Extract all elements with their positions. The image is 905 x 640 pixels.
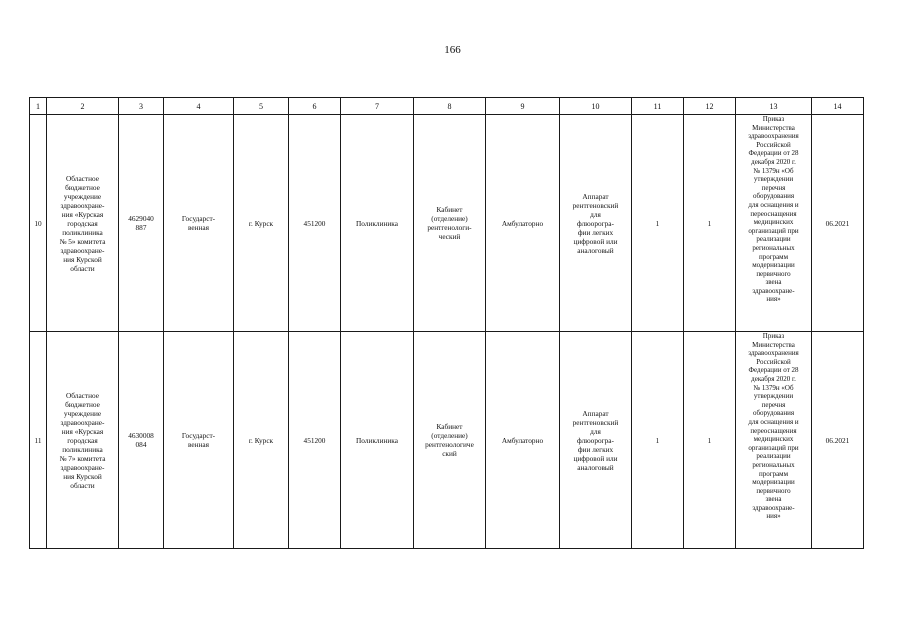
institution-cell: Областное бюджетное учреждение здравоохране- ния «Курская городская поликлиника № 5» комитета здравоохране- ния Курской области [47,115,119,332]
postcode-cell: 451200 [289,332,341,549]
quantity-cell: 1 [632,115,684,332]
facility-type-cell: Поликлиника [341,115,414,332]
column-header: 9 [486,98,560,115]
city-cell: г. Курск [234,115,289,332]
quantity-cell: 1 [632,332,684,549]
row-number-cell: 10 [30,115,47,332]
department-cell: Кабинет (отделение) рентгенологиче ский [414,332,486,549]
ownership-cell: Государст- венная [164,332,234,549]
quantity-cell: 1 [684,115,736,332]
column-header: 2 [47,98,119,115]
column-header: 3 [119,98,164,115]
institution-cell: Областное бюджетное учреждение здравоохране- ния «Курская городская поликлиника № 7» комитета здравоохране- ния Курской области [47,332,119,549]
column-header: 8 [414,98,486,115]
column-header: 5 [234,98,289,115]
legal-basis-cell: Приказ Министерства здравоохранения Российской Федерации от 28 декабря 2020 г. № 1379н «Об утверждении перечня оборудования для оснащения и переоснащения медицинских организаций при реализации региональных программ модернизации первичного звена здравоохране- ния» [736,115,812,332]
column-header: 11 [632,98,684,115]
column-header: 10 [560,98,632,115]
quantity-cell: 1 [684,332,736,549]
equipment-table [29,97,864,549]
column-header: 12 [684,98,736,115]
date-cell: 06.2021 [812,332,864,549]
column-header: 7 [341,98,414,115]
date-cell: 06.2021 [812,115,864,332]
column-header: 4 [164,98,234,115]
column-header: 1 [30,98,47,115]
facility-type-cell: Поликлиника [341,332,414,549]
code-cell: 4630008 084 [119,332,164,549]
city-cell: г. Курск [234,332,289,549]
column-header: 6 [289,98,341,115]
table-row [30,332,864,549]
column-header: 14 [812,98,864,115]
postcode-cell: 451200 [289,115,341,332]
department-cell: Кабинет (отделение) рентгенологи- ческий [414,115,486,332]
care-mode-cell: Амбулаторно [486,115,560,332]
column-header: 13 [736,98,812,115]
code-cell: 4629040 887 [119,115,164,332]
ownership-cell: Государст- венная [164,115,234,332]
legal-basis-cell: Приказ Министерства здравоохранения Российской Федерации от 28 декабря 2020 г. № 1379н «Об утверждении перечня оборудования для оснащения и переоснащения медицинских организаций при реализации региональных программ модернизации первичного звена здравоохране- ния» [736,332,812,549]
equipment-cell: Аппарат рентгеновский для флюорогра- фии легких цифровой или аналоговый [560,115,632,332]
care-mode-cell: Амбулаторно [486,332,560,549]
table-row [30,115,864,332]
row-number-cell: 11 [30,332,47,549]
header-row [30,98,864,115]
equipment-cell: Аппарат рентгеновский для флюорогра- фии легких цифровой или аналоговый [560,332,632,549]
page-number: 166 [444,44,461,56]
